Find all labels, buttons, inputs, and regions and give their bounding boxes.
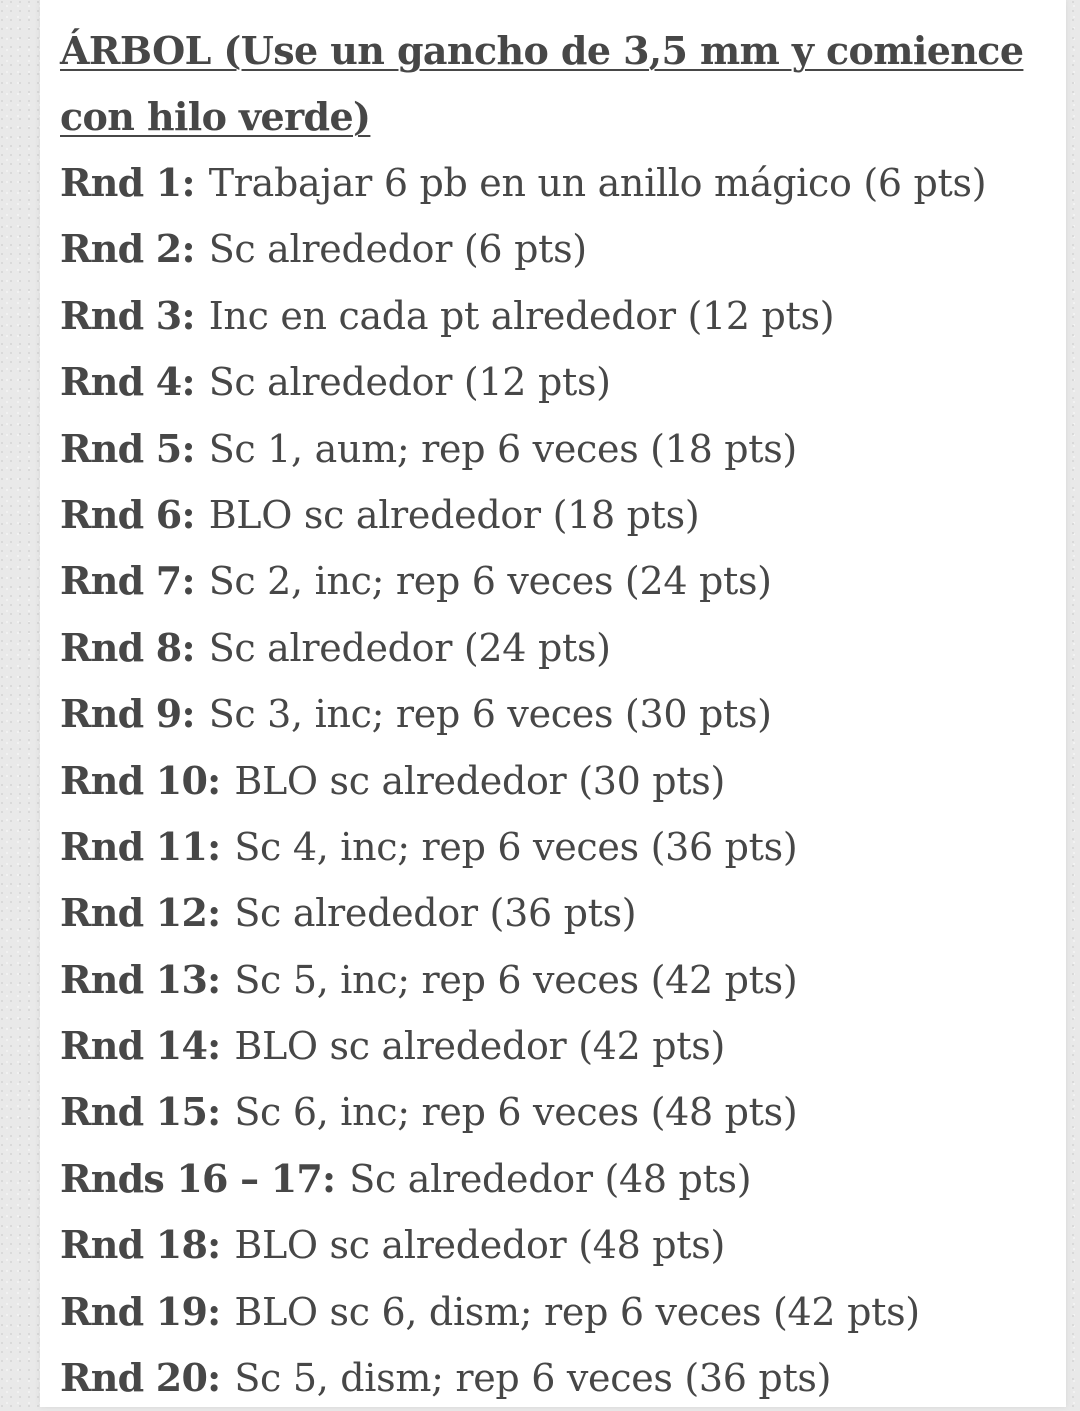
rounds-list (60, 150, 1035, 1411)
round-label: Rnd 15: (60, 1089, 221, 1135)
round-label: Rnd 18: (60, 1222, 221, 1268)
round-instruction: BLO sc alrededor (18 pts) (208, 492, 700, 537)
round-instruction: Sc alrededor (24 pts) (208, 625, 611, 670)
round-label: Rnd 6: (60, 491, 195, 537)
round-instruction: Sc alrededor (48 pts) (349, 1156, 752, 1201)
round-instruction: Sc 3, inc; rep 6 veces (30 pts) (208, 692, 772, 737)
round-instruction: Sc alrededor (12 pts) (208, 360, 611, 405)
round-row (60, 615, 1035, 681)
round-row (60, 349, 1035, 415)
round-instruction: Sc 6, inc; rep 6 veces (48 pts) (234, 1090, 798, 1135)
round-row (60, 283, 1035, 349)
round-label: Rnds 16 – 17: (60, 1155, 336, 1201)
round-instruction: Sc 5, inc; rep 6 veces (42 pts) (234, 957, 798, 1002)
round-row (60, 947, 1035, 1013)
round-label: Rnd 13: (60, 956, 221, 1002)
round-row (60, 681, 1035, 747)
round-label: Rnd 11: (60, 823, 221, 869)
round-label: Rnd 8: (60, 624, 195, 670)
round-label: Rnd 2: (60, 226, 195, 272)
round-row (60, 216, 1035, 282)
round-label: Rnd 5: (60, 425, 195, 471)
round-row (60, 416, 1035, 482)
round-row (60, 482, 1035, 548)
round-label: Rnd 1: (60, 160, 195, 205)
round-label: Rnd 4: (60, 359, 195, 405)
round-row (60, 1013, 1035, 1079)
round-instruction: Sc alrededor (36 pts) (234, 891, 637, 936)
round-instruction: Sc alrededor (6 pts) (208, 227, 587, 272)
round-instruction: Inc en cada pt alrededor (12 pts) (208, 293, 835, 338)
pattern-content (60, 18, 1035, 1411)
round-instruction: Trabajar 6 pb en un anillo mágico (6 pts) (208, 161, 987, 205)
round-row (60, 1079, 1035, 1145)
round-instruction: Sc 2, inc; rep 6 veces (24 pts) (208, 559, 772, 604)
round-row (60, 1146, 1035, 1212)
round-row (60, 1279, 1035, 1345)
round-label: Rnd 19: (60, 1288, 221, 1334)
round-row (60, 748, 1035, 814)
round-row (60, 814, 1035, 880)
round-row (60, 548, 1035, 614)
round-label: Rnd 14: (60, 1023, 221, 1069)
round-instruction: BLO sc alrededor (30 pts) (234, 758, 725, 803)
round-instruction: Sc 5, dism; rep 6 veces (36 pts) (234, 1356, 832, 1401)
round-instruction: BLO sc alrededor (48 pts) (234, 1223, 725, 1268)
round-row (60, 1345, 1035, 1411)
round-instruction: Sc 1, aum; rep 6 veces (18 pts) (208, 426, 797, 471)
round-label: Rnd 10: (60, 757, 221, 803)
round-label: Rnd 20: (60, 1355, 221, 1401)
round-instruction: BLO sc 6, dism; rep 6 veces (42 pts) (234, 1289, 920, 1334)
round-label: Rnd 12: (60, 890, 221, 936)
pattern-heading: ÁRBOL (Use un gancho de 3,5 mm y comience con hilo verde) (60, 28, 1024, 139)
round-row (60, 150, 1035, 216)
round-row (60, 880, 1035, 946)
round-label: Rnd 3: (60, 292, 195, 338)
round-label: Rnd 7: (60, 558, 195, 604)
round-row (60, 1212, 1035, 1278)
round-instruction: Sc 4, inc; rep 6 veces (36 pts) (234, 824, 798, 869)
round-instruction: BLO sc alrededor (42 pts) (234, 1024, 725, 1069)
round-label: Rnd 9: (60, 691, 195, 737)
